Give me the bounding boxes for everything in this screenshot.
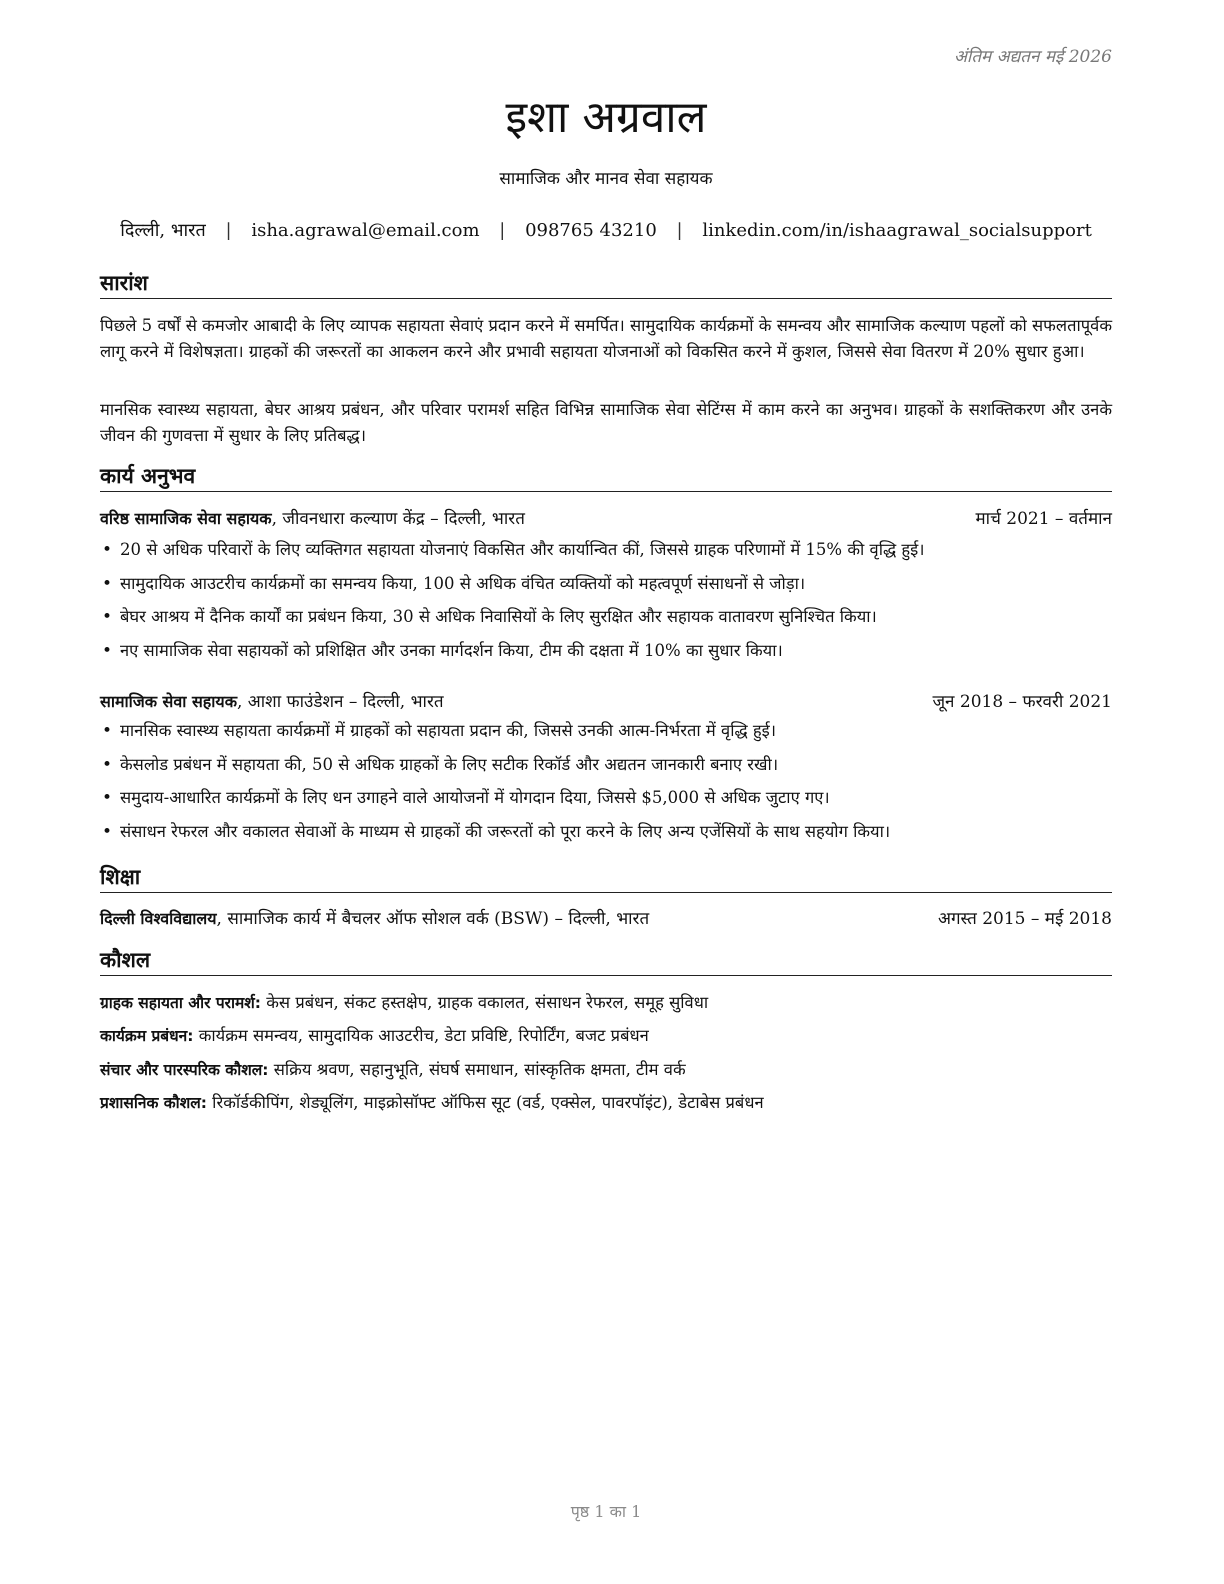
education-entry: [100, 906, 1112, 932]
contact-line: [100, 218, 1112, 242]
list-item: • बेघर आश्रय में दैनिक कार्यों का प्रबंधन किया, 30 से अधिक निवासियों के लिए सुरक्षित और सहायक वातावरण सुनिश्चित किया।: [100, 604, 1112, 638]
skill-value: केस प्रबंधन, संकट हस्तक्षेप, ग्राहक वकालत, संसाधन रेफरल, समूह सुविधा: [261, 993, 709, 1012]
last-updated-year: 2026: [1068, 47, 1112, 67]
skills-heading: कौशल: [100, 947, 1112, 976]
job-header: [100, 506, 1112, 532]
job-bullets: [100, 718, 1112, 852]
skill-label: कार्यक्रम प्रबंधन:: [100, 1027, 194, 1045]
page-number: पृष्ठ 1 का 1: [570, 1502, 642, 1521]
contact-phone: 098765 43210: [525, 220, 657, 241]
skill-label: ग्राहक सहायता और परामर्श:: [100, 994, 262, 1012]
skill-value: सक्रिय श्रवण, सहानुभूति, संघर्ष समाधान, सांस्कृतिक क्षमता, टीम वर्क: [268, 1060, 686, 1079]
contact-email[interactable]: isha.agrawal@email.com: [251, 220, 480, 241]
list-item: • संसाधन रेफरल और वकालत सेवाओं के माध्यम से ग्राहकों की जरूरतों को पूरा करने के लिए अन्य एजेंसियों के साथ सहयोग किया।: [100, 819, 1112, 853]
education-heading: शिक्षा: [100, 864, 1112, 893]
job-dates: जून 2018 – फरवरी 2021: [932, 692, 1112, 712]
list-item: • 20 से अधिक परिवारों के लिए व्यक्तिगत सहायता योजनाएं विकसित और कार्यान्वित कीं, जिससे ग्राहक परिणामों में 15% की वृद्धि हुई।: [100, 537, 1112, 571]
skill-value: रिकॉर्डकीपिंग, शेड्यूलिंग, माइक्रोसॉफ्ट ऑफिस सूट (वर्ड, एक्सेल, पावरपॉइंट), डेटाबेस प्रबंधन: [206, 1093, 764, 1112]
contact-linkedin[interactable]: linkedin.com/in/ishaagrawal_socialsupport: [702, 220, 1092, 241]
last-updated-label: अंतिम अद्यतन मई: [953, 47, 1064, 67]
job-bullets: [100, 537, 1112, 671]
list-item: • समुदाय-आधारित कार्यक्रमों के लिए धन उगाहने वाले आयोजनों में योगदान दिया, जिससे $5,000 से अधिक जुटाए गए।: [100, 785, 1112, 819]
list-item: • मानसिक स्वास्थ्य सहायता कार्यक्रमों में ग्राहकों को सहायता प्रदान की, जिससे उनकी आत्म-निर्भरता में वृद्धि हुई।: [100, 718, 1112, 752]
job-dates: मार्च 2021 – वर्तमान: [975, 509, 1112, 529]
education-school: दिल्ली विश्वविद्यालय: [100, 909, 217, 928]
candidate-title: सामाजिक और मानव सेवा सहायक: [499, 169, 713, 189]
job-title: वरिष्ठ सामाजिक सेवा सहायक: [100, 509, 272, 528]
skill-row: [100, 1090, 1112, 1116]
summary-paragraph-2: मानसिक स्वास्थ्य सहायता, बेघर आश्रय प्रबंधन, और परिवार परामर्श सहित विभिन्न सामाजिक सेवा सेटिंग्स में काम करने का अनुभव। ग्राहकों के सशक्तिकरण और उनके जीवन की गुणवत्ता में सुधार के लिए प्रतिबद्ध।: [100, 400, 1112, 445]
list-item: • सामुदायिक आउटरीच कार्यक्रमों का समन्वय किया, 100 से अधिक वंचित व्यक्तियों को महत्वपूर्ण संसाधनों से जोड़ा।: [100, 571, 1112, 605]
contact-location: दिल्ली, भारत: [120, 220, 206, 241]
summary-paragraph-1: पिछले 5 वर्षों से कमजोर आबादी के लिए व्यापक सहायता सेवाएं प्रदान करने में समर्पित। सामुदायिक कार्यक्रमों के समन्वय और सामाजिक कल्याण पहलों को सफलतापूर्वक लागू करने में विशेषज्ञता। ग्राहकों की जरूरतों का आकलन करने और प्रभावी सहायता योजनाओं को विकसित करने में कुशल, जिससे सेवा वितरण में 20% सुधार हुआ।: [100, 316, 1112, 361]
list-item: • नए सामाजिक सेवा सहायकों को प्रशिक्षित और उनका मार्गदर्शन किया, टीम की दक्षता में 10% का सुधार किया।: [100, 638, 1112, 672]
education-dates: अगस्त 2015 – मई 2018: [937, 909, 1112, 929]
skill-label: प्रशासनिक कौशल:: [100, 1094, 207, 1112]
list-item: • केसलोड प्रबंधन में सहायता की, 50 से अधिक ग्राहकों के लिए सटीक रिकॉर्ड और अद्यतन जानकारी बनाए रखी।: [100, 752, 1112, 786]
skill-row: [100, 990, 1112, 1016]
contact-separator: |: [676, 220, 683, 241]
skill-value: कार्यक्रम समन्वय, सामुदायिक आउटरीच, डेटा प्रविष्टि, रिपोर्टिंग, बजट प्रबंधन: [193, 1026, 649, 1045]
skill-row: [100, 1023, 1112, 1049]
job-org: , आशा फाउंडेशन – दिल्ली, भारत: [237, 692, 444, 712]
candidate-name: इशा अग्रवाल: [505, 92, 707, 143]
job-title: सामाजिक सेवा सहायक: [100, 692, 237, 711]
contact-separator: |: [499, 220, 506, 241]
job-header: [100, 689, 1112, 715]
last-updated: [954, 44, 1112, 67]
job-org: , जीवनधारा कल्याण केंद्र – दिल्ली, भारत: [271, 509, 525, 529]
skill-label: संचार और पारस्परिक कौशल:: [100, 1061, 269, 1079]
skill-row: [100, 1057, 1112, 1083]
contact-separator: |: [225, 220, 232, 241]
experience-heading: कार्य अनुभव: [100, 463, 1112, 492]
summary-heading: सारांश: [100, 270, 1112, 299]
education-degree: , सामाजिक कार्य में बैचलर ऑफ सोशल वर्क (BSW) – दिल्ली, भारत: [216, 909, 650, 929]
resume-page: [100, 0, 1112, 1584]
